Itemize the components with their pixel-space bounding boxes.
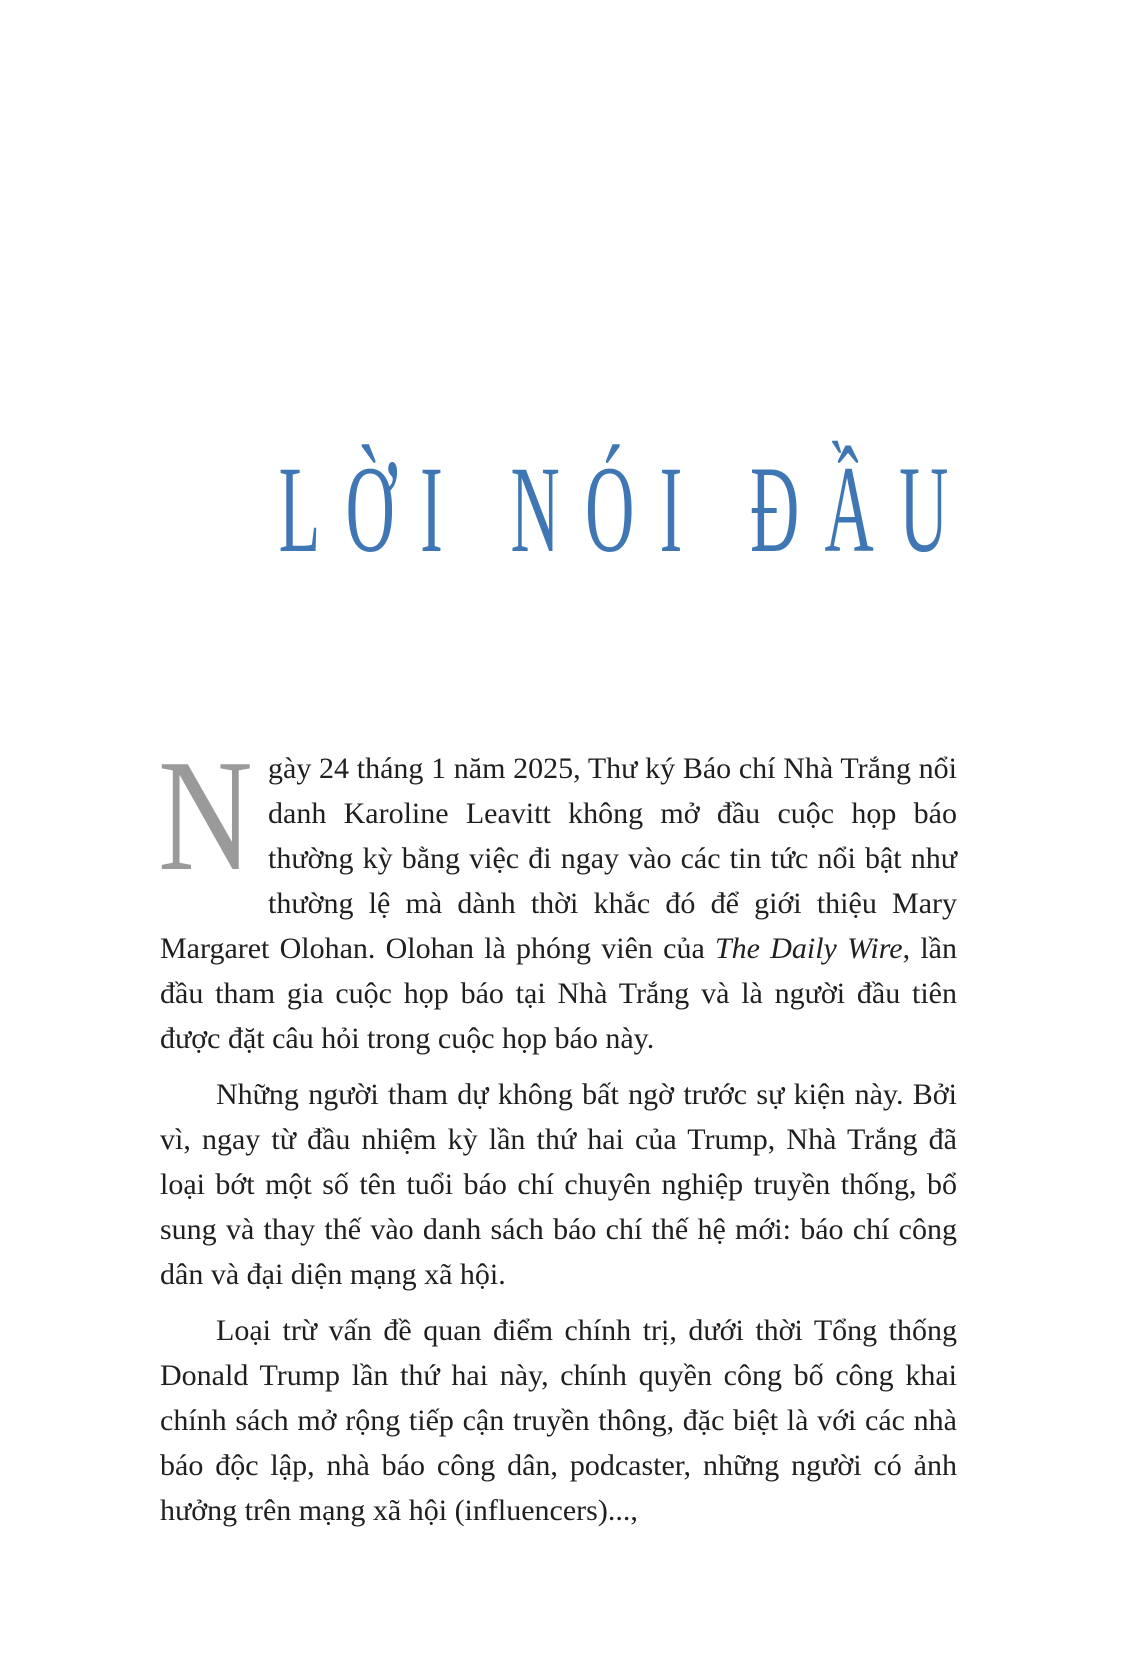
paragraph-2: Những người tham dự không bất ngờ trước sự kiện này. Bởi vì, ngay từ đầu nhiệm kỳ lần thứ hai của Trump, Nhà Trắng đã loại bớt một số tên tuổi báo chí chuyên nghiệp truyền thống, bổ sung và thay thế vào danh sách báo chí thế hệ mới: báo chí công dân và đại diện mạng xã hội.	[160, 1078, 957, 1291]
paragraph-1-text-end: , lần đầu tham gia cuộc họp báo tại Nhà Trắng và là người đầu tiên được đặt câu hỏi trong cuộc họp báo này.	[160, 932, 957, 1055]
publication-name: The Daily Wire	[714, 932, 903, 965]
body-text	[158, 726, 957, 1544]
paragraph-1-text-start: gày 24 tháng 1 năm 2025, Thư ký Báo chí Nhà Trắng nổi danh Karoline Leavitt không mở đầu cuộc họp báo thường kỳ bằng việc đi ngay vào các tin tức nổi bật như thường lệ mà dành thời khắc đó để giới thiệu Mary Margaret Olohan. Olohan là phóng viên của	[160, 752, 957, 965]
page-title: LỜI NÓI ĐẦU	[278, 441, 974, 579]
paragraph-1	[158, 726, 957, 1061]
paragraph-3: Loại trừ vấn đề quan điểm chính trị, dưới thời Tổng thống Donald Trump lần thứ hai này, chính quyền công bố công khai chính sách mở rộng tiếp cận truyền thông, đặc biệt là với các nhà báo độc lập, nhà báo công dân, podcaster, những người có ảnh hưởng trên mạng xã hội (influencers)...,	[160, 1314, 957, 1527]
drop-cap: N	[158, 726, 253, 904]
